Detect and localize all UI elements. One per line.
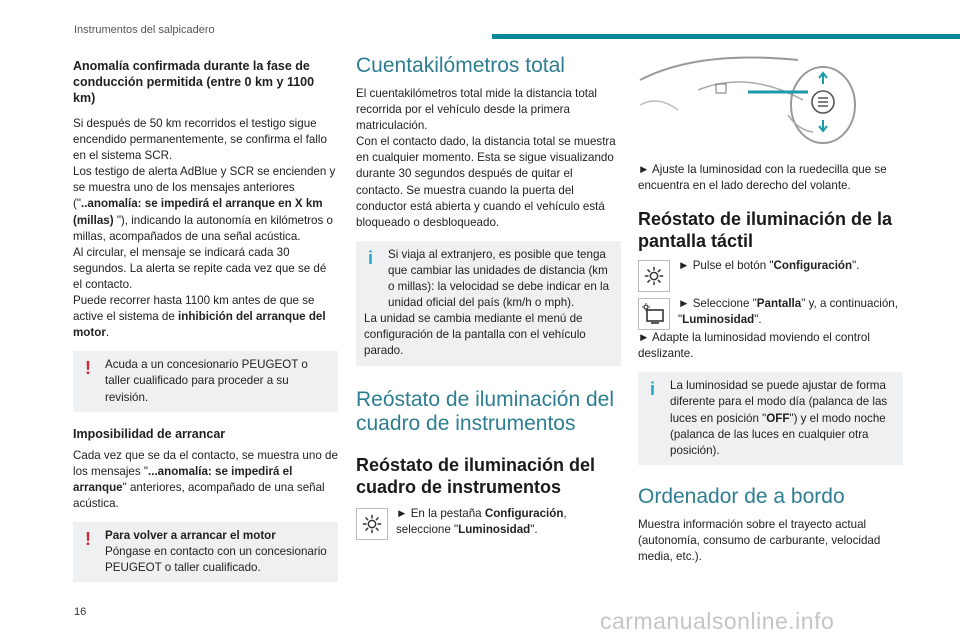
gear-icon [638,260,670,292]
subsection-heading-dimmer: Reóstato de iluminación del cuadro de instrumentos [356,454,596,497]
section-heading-start: Imposibilidad de arrancar [73,426,226,441]
page-number: 16 [74,606,87,618]
step-configuration-button: ► Pulse el botón "Configuración". [638,258,903,292]
section-heading-anomaly: Anomalía confirmada durante la fase de conducción permitida (entre 0 km y 1100 km) [73,59,315,105]
section-heading-dimmer: Reóstato de iluminación del cuadro de instrumentos [356,387,614,435]
paragraph: El cuentakilómetros total mide la distancia total recorrida por el vehículo desde la primera matriculación. [356,87,598,133]
paragraph: Cada vez que se da el contacto, se muestra uno de los mensajes "...anomalía: se impedirá el arranque" anteriores, acompañado de una señal acústica. [73,448,338,510]
paragraph: Con el contacto dado, la distancia total se muestra en cualquier momento. Esta se sigue visualizando durante 30 segundos después de quitar el contacto. Se muestra cuando la puerta del conductor está abierta y cuando el vehículo está bloqueado o desbloqueado. [356,135,616,229]
paragraph: Si después de 50 km recorridos el testigo sigue encendido permanentemente, se confirma el fallo en el sistema SCR. Los testigo de alerta AdBlue y SCR se encienden y se muestra uno de los mensajes anteriores ("..anomalía: se impedirá el arranque en X km (millas) "), indicando la autonomía en kilómetros o millas, acompañados de una señal acústica. Al circular, el mensaje se indicará cada 30 segundos. La alerta se repite cada vez que se dé el contacto. Puede recorrer hasta 1100 km antes de que se active el sistema de inhibición del arranque del motor. [73,117,336,340]
header-accent-bar [492,34,960,39]
warning-icon: ! [85,358,91,379]
column-middle [356,54,621,540]
column-right [638,50,903,565]
warning-icon: ! [85,528,91,549]
step-slider: ► Adapte la luminosidad moviendo el control deslizante. [638,331,870,361]
warning-box: ! Acuda a un concesionario PEUGEOT o taller cualificado para proceder a su revisión. [73,351,338,411]
info-icon: i [368,247,374,268]
gear-icon [356,508,388,540]
step-screen: ► Seleccione "Pantalla" y, a continuación, "Luminosidad". [638,296,903,330]
paragraph: Muestra información sobre el trayecto actual (autonomía, consumo de carburante, velocidad media, etc.). [638,517,881,564]
running-header: Instrumentos del salpicadero [74,24,215,36]
info-box: i Si viaja al extranjero, es posible que tenga que cambiar las unidades de distancia (km o millas): la velocidad se debe indicar en la unidad oficial del país (km/h o mph). La unidad se cambia mediante el menú de configuración de la pantalla con el vehículo parado. [356,241,621,366]
column-left [73,54,338,582]
steering-wheel-illustration [638,50,903,160]
paragraph: ► Ajuste la luminosidad con la ruedecilla que se encuentra en el lado derecho del volante. [638,163,887,193]
info-box: i La luminosidad se puede ajustar de forma diferente para el modo día (palanca de las luces en posición "OFF") y el modo noche (palanca de las luces en cualquier otra posición). [638,372,903,464]
section-heading-touchscreen: Reóstato de iluminación de la pantalla táctil [638,209,893,252]
screen-brightness-icon [638,298,670,330]
section-heading-odometer: Cuentakilómetros total [356,54,565,77]
info-icon: i [650,379,656,400]
warning-box: ! Para volver a arrancar el motor Póngase en contacto con un concesionario PEUGEOT o taller cualificado. [73,522,338,582]
watermark: carmanualsonline.info [600,608,835,634]
section-heading-trip-computer: Ordenador de a bordo [638,484,845,508]
step-configuration: ► En la pestaña Configuración, seleccione "Luminosidad". [356,506,621,540]
